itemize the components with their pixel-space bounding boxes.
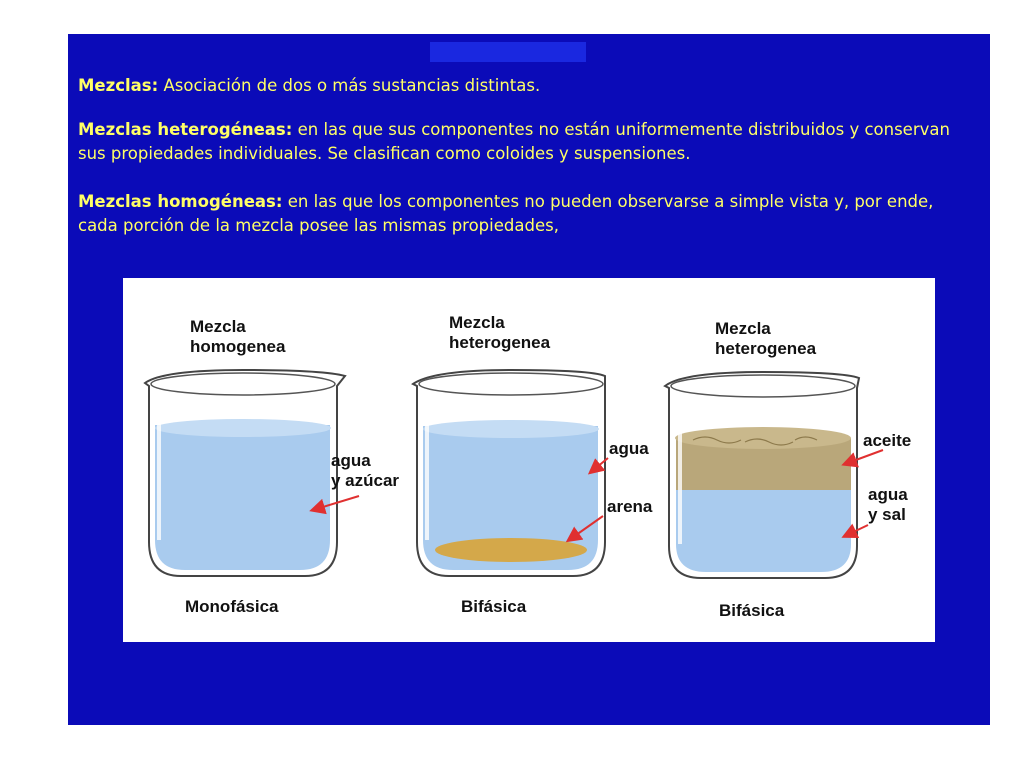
beaker2-label-arena: arena xyxy=(607,497,653,516)
title-bar xyxy=(430,42,586,62)
definition-mezclas xyxy=(78,74,978,98)
term: Mezclas heterogéneas: xyxy=(78,120,293,139)
oil-surface xyxy=(675,427,851,449)
beaker-rim xyxy=(419,373,603,395)
beaker3-title-line2: heterogenea xyxy=(715,339,817,358)
term: Mezclas homogéneas: xyxy=(78,192,283,211)
beaker3-label-aceite: aceite xyxy=(863,431,912,450)
beaker-rim xyxy=(151,373,335,395)
definition-text: en las que sus componentes no están uniformemente distribuidos y conservan sus propiedades individuales. Se clasifican como coloides y suspensiones. xyxy=(78,120,950,163)
beaker3-title-line1: Mezcla xyxy=(715,319,771,338)
definition-mezclas-heterogeneas xyxy=(78,118,978,166)
beaker2-phase: Bifásica xyxy=(461,597,527,616)
beakers-figure xyxy=(123,278,935,642)
slide xyxy=(68,34,990,725)
beaker2-title-line1: Mezcla xyxy=(449,313,505,332)
beaker1-phase: Monofásica xyxy=(185,597,279,616)
beaker3-label-agua: agua xyxy=(868,485,908,504)
beaker1-title-line2: homogenea xyxy=(190,337,286,356)
definition-mezclas-homogeneas xyxy=(78,190,978,238)
water-fill xyxy=(676,488,851,572)
beaker3-phase: Bifásica xyxy=(719,601,785,620)
beaker-rim xyxy=(671,375,855,397)
beaker3-label-sal: y sal xyxy=(868,505,906,524)
beaker1-label-azucar: y azúcar xyxy=(331,471,400,490)
water-surface xyxy=(155,419,331,437)
term: Mezclas: xyxy=(78,76,159,95)
beaker-heterogeneous-sand xyxy=(413,370,608,576)
water-surface xyxy=(423,420,599,438)
beaker1-label-agua: agua xyxy=(331,451,371,470)
water-fill xyxy=(155,425,330,570)
beaker-heterogeneous-oil xyxy=(665,372,883,578)
beaker2-label-agua: agua xyxy=(609,439,649,458)
definition-text: Asociación de dos o más sustancias distintas. xyxy=(158,76,541,95)
beaker2-title-line2: heterogenea xyxy=(449,333,551,352)
beaker-homogeneous xyxy=(145,370,359,576)
definition-text: en las que los componentes no pueden observarse a simple vista y, por ende, cada porción de la mezcla posee las mismas propiedades, xyxy=(78,192,934,235)
beaker1-title-line1: Mezcla xyxy=(190,317,246,336)
beakers-illustration xyxy=(123,278,935,642)
sand-layer xyxy=(435,538,587,562)
